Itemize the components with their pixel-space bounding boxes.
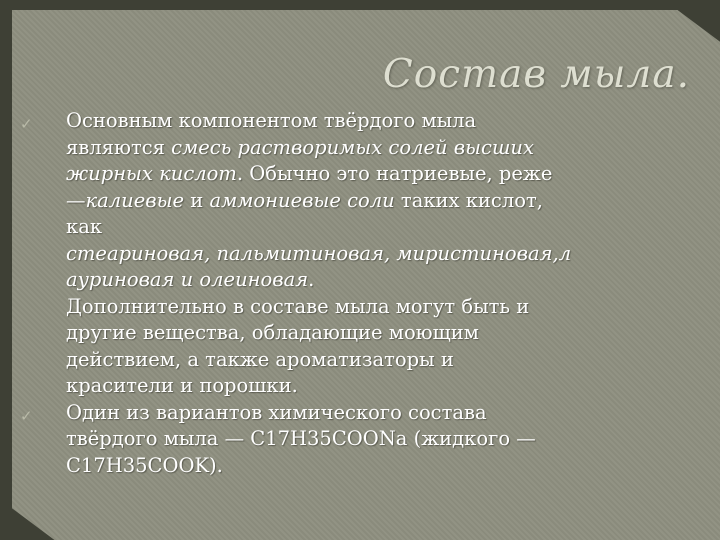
text-run: как xyxy=(66,215,103,238)
text-run: Дополнительно в составе мыла могут быть и xyxy=(66,294,530,318)
text-line xyxy=(66,241,680,268)
text-run: являются xyxy=(66,135,172,159)
text-run: Основным компонентом твёрдого мыла xyxy=(66,109,477,132)
italic-text-run: аммониевые соли xyxy=(209,188,395,212)
slide-title: Состав мыла. xyxy=(382,52,690,97)
text-run: — xyxy=(66,188,86,212)
text-line xyxy=(66,108,680,135)
text-line xyxy=(66,214,680,241)
text-run: твёрдого мыла — C17H35COONa (жидкого — xyxy=(66,427,536,450)
text-line xyxy=(66,347,680,374)
text-line xyxy=(66,320,680,347)
text-line xyxy=(66,373,680,400)
text-line xyxy=(66,294,680,321)
text-run: действием, а также ароматизаторы и xyxy=(66,347,454,371)
checkmark-bullet-icon: ✓ xyxy=(20,406,33,425)
slide-body xyxy=(20,108,680,479)
text-line xyxy=(66,426,680,453)
text-line xyxy=(66,400,680,427)
italic-text-run: стеариновая, пальмитиновая, миристиновая,л xyxy=(66,241,572,265)
text-run: и xyxy=(184,188,210,212)
text-run: другие вещества, обладающие моющим xyxy=(66,321,479,344)
italic-text-run: ауриновая и олеиновая xyxy=(66,268,309,291)
text-line xyxy=(66,267,680,294)
text-run: C17H35COOK). xyxy=(66,453,223,477)
text-run: Один из вариантов химического состава xyxy=(66,400,487,424)
text-run: . xyxy=(308,268,315,291)
italic-text-run: смесь растворимых солей высших xyxy=(171,135,534,159)
text-line xyxy=(66,453,680,480)
text-line xyxy=(66,135,680,162)
italic-text-run: жирных кислот xyxy=(66,162,237,185)
bullet-paragraph-2 xyxy=(20,400,680,480)
text-run: красители и порошки. xyxy=(66,374,298,397)
text-run: . Обычно это натриевые, реже xyxy=(236,162,553,185)
text-line xyxy=(66,161,680,188)
italic-text-run: калиевые xyxy=(85,188,185,212)
text-run: таких кислот, xyxy=(394,188,543,212)
text-line xyxy=(66,188,680,215)
bullet-paragraph-1 xyxy=(20,108,680,400)
checkmark-bullet-icon: ✓ xyxy=(20,115,33,133)
